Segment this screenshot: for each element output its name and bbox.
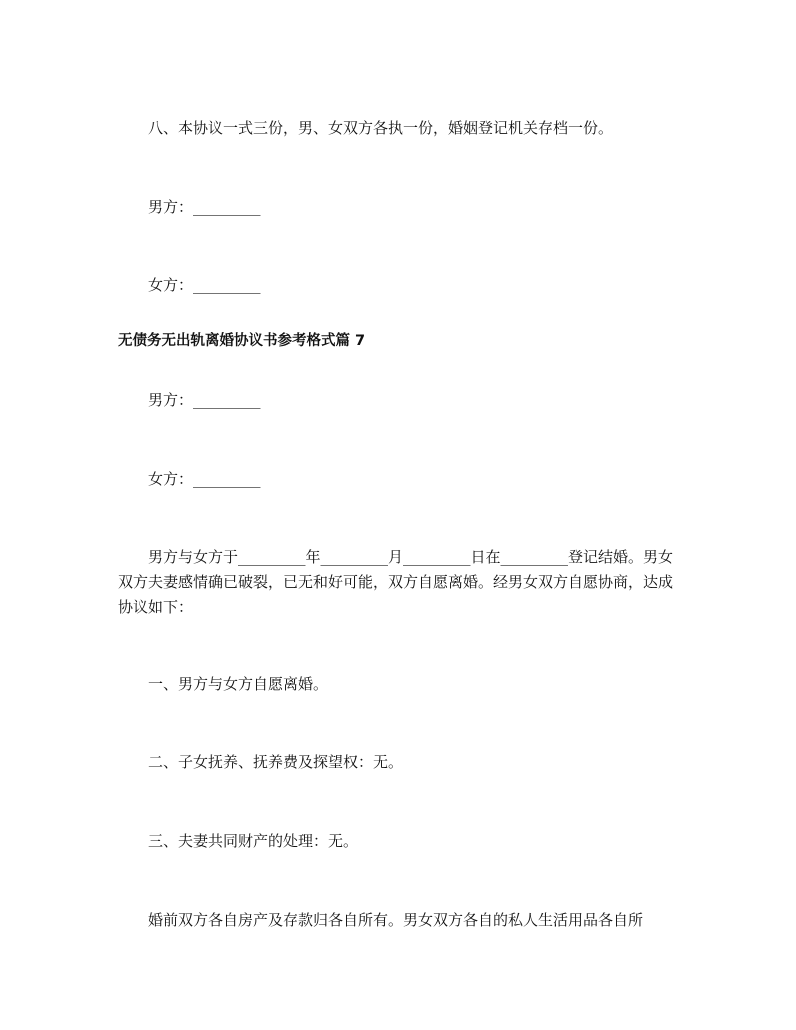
property-paragraph: 婚前双方各自房产及存款归各自所有。男女双方各自的私人生活用品各自所 <box>148 911 644 929</box>
male-signature-line: 男方：_________ <box>148 198 261 216</box>
female-signature-line: 女方：_________ <box>148 276 261 294</box>
male-party-line: 男方：_________ <box>148 391 261 409</box>
section-heading: 无债务无出轨离婚协议书参考格式篇 7 <box>118 333 366 349</box>
clause-3: 三、夫妻共同财产的处理：无。 <box>148 832 359 850</box>
clause-1: 一、男方与女方自愿离婚。 <box>148 675 329 693</box>
clause-2: 二、子女抚养、抚养费及探望权：无。 <box>148 753 404 771</box>
female-party-line: 女方：_________ <box>148 470 261 488</box>
intro-paragraph: 男方与女方于_________年_________月_________日在_________登记结婚。男女双方夫妻感情确已破裂，已无和好可能，双方自愿离婚。经男女双方自愿协商，达成协议如下： <box>118 548 674 616</box>
clause-8: 八、本协议一式三份，男、女双方各执一份，婚姻登记机关存档一份。 <box>148 119 614 137</box>
